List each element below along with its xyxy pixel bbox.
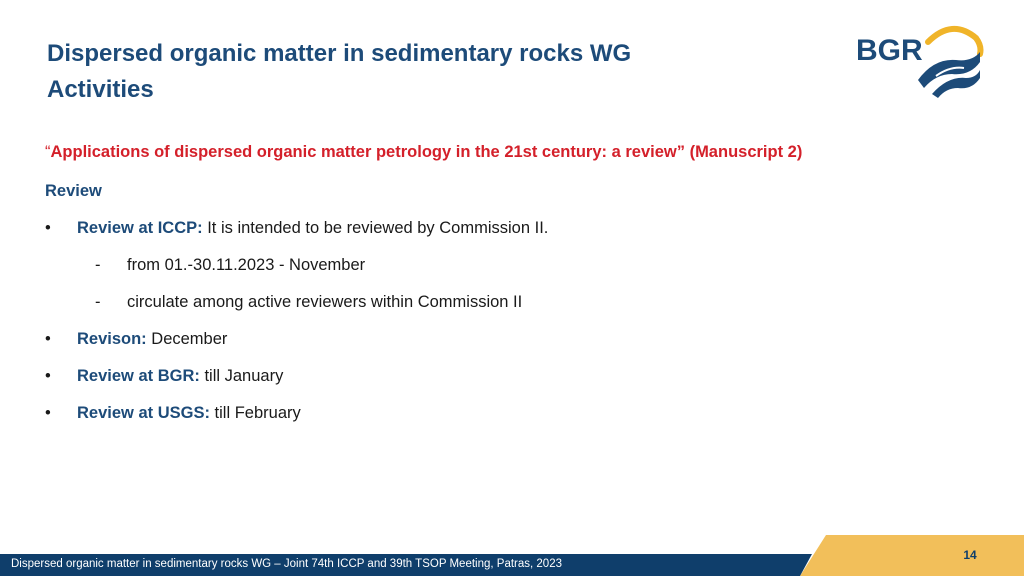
bullet-value: till February: [209, 404, 301, 422]
manuscript-title-text: Applications of dispersed organic matter petrology in the 21st century: a review” (Manuscript 2): [50, 143, 803, 161]
bullet-label: Revison:: [77, 330, 147, 348]
bullet-value: It is intended to be reviewed by Commission II.: [202, 219, 549, 237]
bullet-icon: •: [45, 367, 51, 385]
footer-gold-shape: [800, 535, 1024, 576]
bullet-label: Review at ICCP:: [77, 219, 203, 237]
dash-icon: -: [95, 293, 101, 311]
bullet-icon: •: [45, 330, 51, 348]
slide-title-line-1: Dispersed organic matter in sedimentary rocks WG: [47, 40, 632, 67]
bullet-icon: •: [45, 404, 51, 422]
section-heading: Review: [45, 182, 102, 200]
bgr-logo-text: BGR: [856, 34, 923, 67]
page-number: 14: [963, 548, 977, 562]
bullet-icon: •: [45, 219, 51, 237]
sub-item-text: circulate among active reviewers within Commission II: [127, 293, 523, 311]
footer-text: Dispersed organic matter in sedimentary rocks WG – Joint 74th ICCP and 39th TSOP Meeting, Patras, 2023: [11, 558, 562, 570]
bullet-value: till January: [199, 367, 284, 385]
slide-title-line-2: Activities: [47, 76, 154, 103]
bullet-label: Review at BGR:: [77, 367, 200, 385]
bullet-value: December: [146, 330, 228, 348]
bullet-label: Review at USGS:: [77, 404, 210, 422]
sub-item-text: from 01.-30.11.2023 - November: [127, 256, 366, 274]
dash-icon: -: [95, 256, 101, 274]
quote-mark: “: [45, 143, 51, 161]
